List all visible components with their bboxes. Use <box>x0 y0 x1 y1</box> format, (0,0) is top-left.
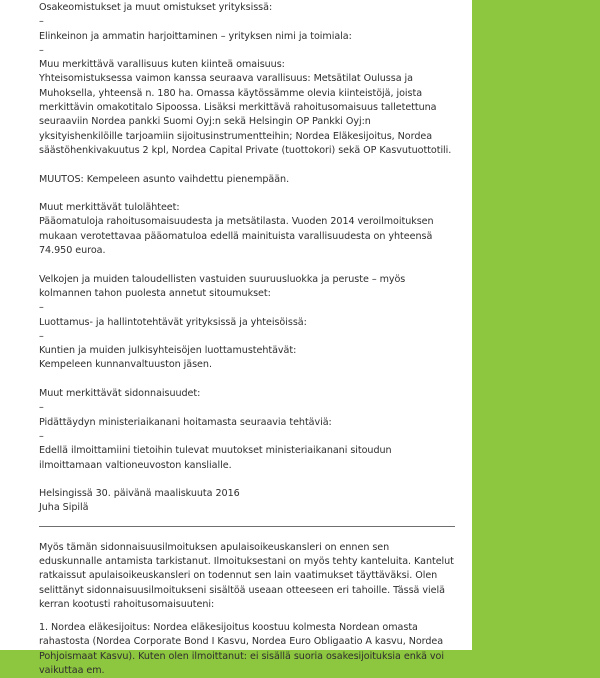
business-value: – <box>39 44 44 56</box>
pension-paragraph: 1. Nordea eläkesijoitus: Nordea eläkesijoitus koostuu kolmesta Nordean omasta rahastosta (Nordea Corporate Bond I Kasvu, Nordea Euro Obligaatio A kasvu, Nordea Pohjoismaat Kasvu). Kuten olen ilmoittanut: ei sisällä suoria osakesijoituksia enkä voi vaikuttaa em. <box>39 622 444 677</box>
positions-heading: Luottamus- ja hallintotehtävät yrityksissä ja yhteisöissä: <box>39 316 307 328</box>
signature-name: Juha Sipilä <box>39 502 89 514</box>
business-heading: Elinkeinon ja ammatin harjoittaminen – yrityksen nimi ja toimiala: <box>39 30 352 42</box>
assets-paragraph: Yhteisomistuksessa vaimon kanssa seuraava varallisuus: Metsätilat Oulussa ja Muhoksella, yhteensä n. 180 ha. Omassa käytössämme olevia kiinteistöjä, joista merkittävin omakotitalo Sipoossa. Lisäksi merkittävä rahoitusomaisuus talletettuna seuraaviin Nordea pankki Suomi Oyj:n sekä Helsingin OP Pankki Oyj:n yksityishenkilöille tarjoamiin sijoitusinstrumentteihin; Nordea Eläkesijoitus, Nordea säästöhenkivakuutus 2 kpl, Nordea Capital Private (tuottokori) sekä OP Kasvutuottotili. <box>39 73 452 156</box>
commitment-paragraph: Edellä ilmoittamiini tietoihin tulevat muutokset ministeriaikanani sitoudun ilmoittamaan valtioneuvoston kanslialle. <box>39 445 392 471</box>
place-date: Helsingissä 30. päivänä maaliskuuta 2016 <box>39 488 240 500</box>
positions-value: – <box>39 330 44 342</box>
liabilities-value: – <box>39 302 44 314</box>
refrain-heading: Pidättäydyn ministeriaikanani hoitamasta seuraavia tehtäviä: <box>39 416 332 428</box>
assets-heading: Muu merkittävä varallisuus kuten kiinteä omaisuus: <box>39 59 285 71</box>
income-paragraph: Pääomatuloja rahoitusomaisuudesta ja metsätilasta. Vuoden 2014 veroilmoituksen mukaan verotettavaa pääomatuloa edellä mainituista varallisuudesta on yhteensä 74.950 euroa. <box>39 216 434 257</box>
refrain-value: – <box>39 430 44 442</box>
separator-line <box>39 526 455 527</box>
municipal-value: Kempeleen kunnanvaltuuston jäsen. <box>39 359 212 371</box>
liabilities-heading: Velkojen ja muiden taloudellisten vastuiden suuruusluokka ja peruste – myös kolmannen tahon puolesta annetut sitoumukset: <box>39 273 406 299</box>
holdings-heading: Osakeomistukset ja muut omistukset yrityksissä: <box>39 2 273 13</box>
holdings-value: – <box>39 16 44 28</box>
income-heading: Muut merkittävät tulolähteet: <box>39 202 180 214</box>
other-ties-value: – <box>39 402 44 414</box>
review-paragraph: Myös tämän sidonnaisuusilmoituksen apulaisoikeuskansleri on ennen sen eduskunnalle antamista tarkistanut. Ilmoituksestani on myös tehty kanteluita. Kantelut ratkaissut apulaisoikeuskansleri on todennut sen lain vaatimukset täyttäväksi. Olen selittänyt sidonnaisuusilmoitukseni sisältöä useaan otteeseen eri tahoille. Tässä vielä kerran kootusti rahoitusomaisuuteni: <box>39 541 454 610</box>
change-note: MUUTOS: Kempeleen asunto vaihdettu pienempään. <box>39 173 290 185</box>
other-ties-heading: Muut merkittävät sidonnaisuudet: <box>39 388 201 400</box>
municipal-heading: Kuntien ja muiden julkisyhteisöjen luottamustehtävät: <box>39 345 297 357</box>
declaration-text <box>39 1 455 678</box>
